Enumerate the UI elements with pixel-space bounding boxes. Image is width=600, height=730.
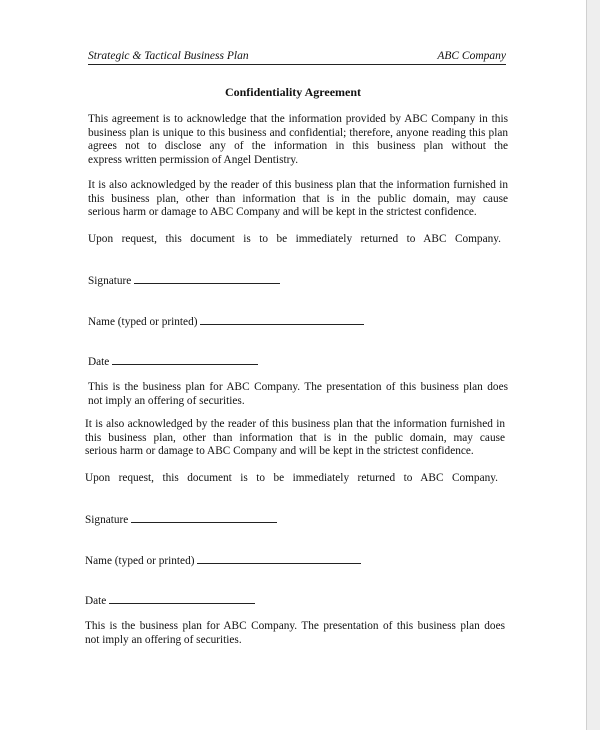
securities-note-line: This is the business plan for ABC Company. The presentation of this business plan does — [88, 381, 508, 393]
header-plan-title: Strategic & Tactical Business Plan — [88, 50, 249, 62]
acknowledgement-paragraph — [88, 179, 508, 220]
acknowledgement-line: serious harm or damage to ABC Company and will be kept in the strictest confidence. — [88, 206, 477, 219]
return-request-paragraph — [88, 233, 501, 247]
securities-note-paragraph — [88, 381, 508, 408]
date-label: Date — [88, 356, 110, 368]
name-field — [88, 314, 364, 329]
date-line[interactable] — [112, 354, 258, 365]
acknowledgement-line: serious harm or damage to ABC Company and will be kept in the strictest confidence. — [85, 445, 474, 458]
intro-line: this business plan is unique to this business and confidential; therefore, anyone reading — [88, 113, 508, 139]
return-request-text: Upon request, this document is to be immediately returned to ABC Company. — [85, 472, 498, 484]
signature-field — [85, 512, 277, 527]
signature-label: Signature — [85, 514, 129, 526]
intro-paragraph — [88, 113, 508, 167]
name-label: Name (typed or printed) — [85, 555, 195, 567]
intro-line: this plan agrees not to disclose any of the information in this business plan without the — [88, 126, 508, 153]
securities-note-line: not imply an offering of securities. — [85, 633, 242, 646]
date-field — [88, 354, 258, 369]
return-request-paragraph — [85, 472, 498, 486]
name-field — [85, 553, 361, 568]
signature-field — [88, 273, 280, 288]
date-label: Date — [85, 595, 107, 607]
date-field — [85, 593, 255, 608]
securities-note-line: not imply an offering of securities. — [88, 394, 245, 407]
name-line[interactable] — [200, 314, 364, 325]
intro-line: express written permission of Angel Dentistry. — [88, 153, 299, 166]
signature-line[interactable] — [134, 273, 280, 284]
securities-note-paragraph — [85, 620, 505, 647]
page-header — [88, 49, 506, 65]
securities-note-line: This is the business plan for ABC Company. The presentation of this business plan does — [85, 620, 505, 632]
return-request-text: Upon request, this document is to be immediately returned to ABC Company. — [88, 233, 501, 245]
signature-label: Signature — [88, 275, 132, 287]
acknowledgement-line: in this business plan, other than information that is in the public domain, may cause — [85, 418, 505, 444]
header-company-name: ABC Company — [437, 50, 506, 62]
acknowledgement-line: It is also acknowledged by the reader of this business plan that the information furnished — [88, 179, 496, 191]
acknowledgement-paragraph — [85, 418, 505, 459]
acknowledgement-line: It is also acknowledged by the reader of this business plan that the information furnished — [85, 418, 493, 430]
signature-line[interactable] — [131, 512, 277, 523]
name-label: Name (typed or printed) — [88, 316, 198, 328]
name-line[interactable] — [197, 553, 361, 564]
acknowledgement-line: in this business plan, other than information that is in the public domain, may cause — [88, 179, 508, 205]
date-line[interactable] — [109, 593, 255, 604]
intro-line: This agreement is to acknowledge that the information provided by ABC Company in — [88, 113, 488, 125]
agreement-title: Confidentiality Agreement — [224, 85, 362, 99]
